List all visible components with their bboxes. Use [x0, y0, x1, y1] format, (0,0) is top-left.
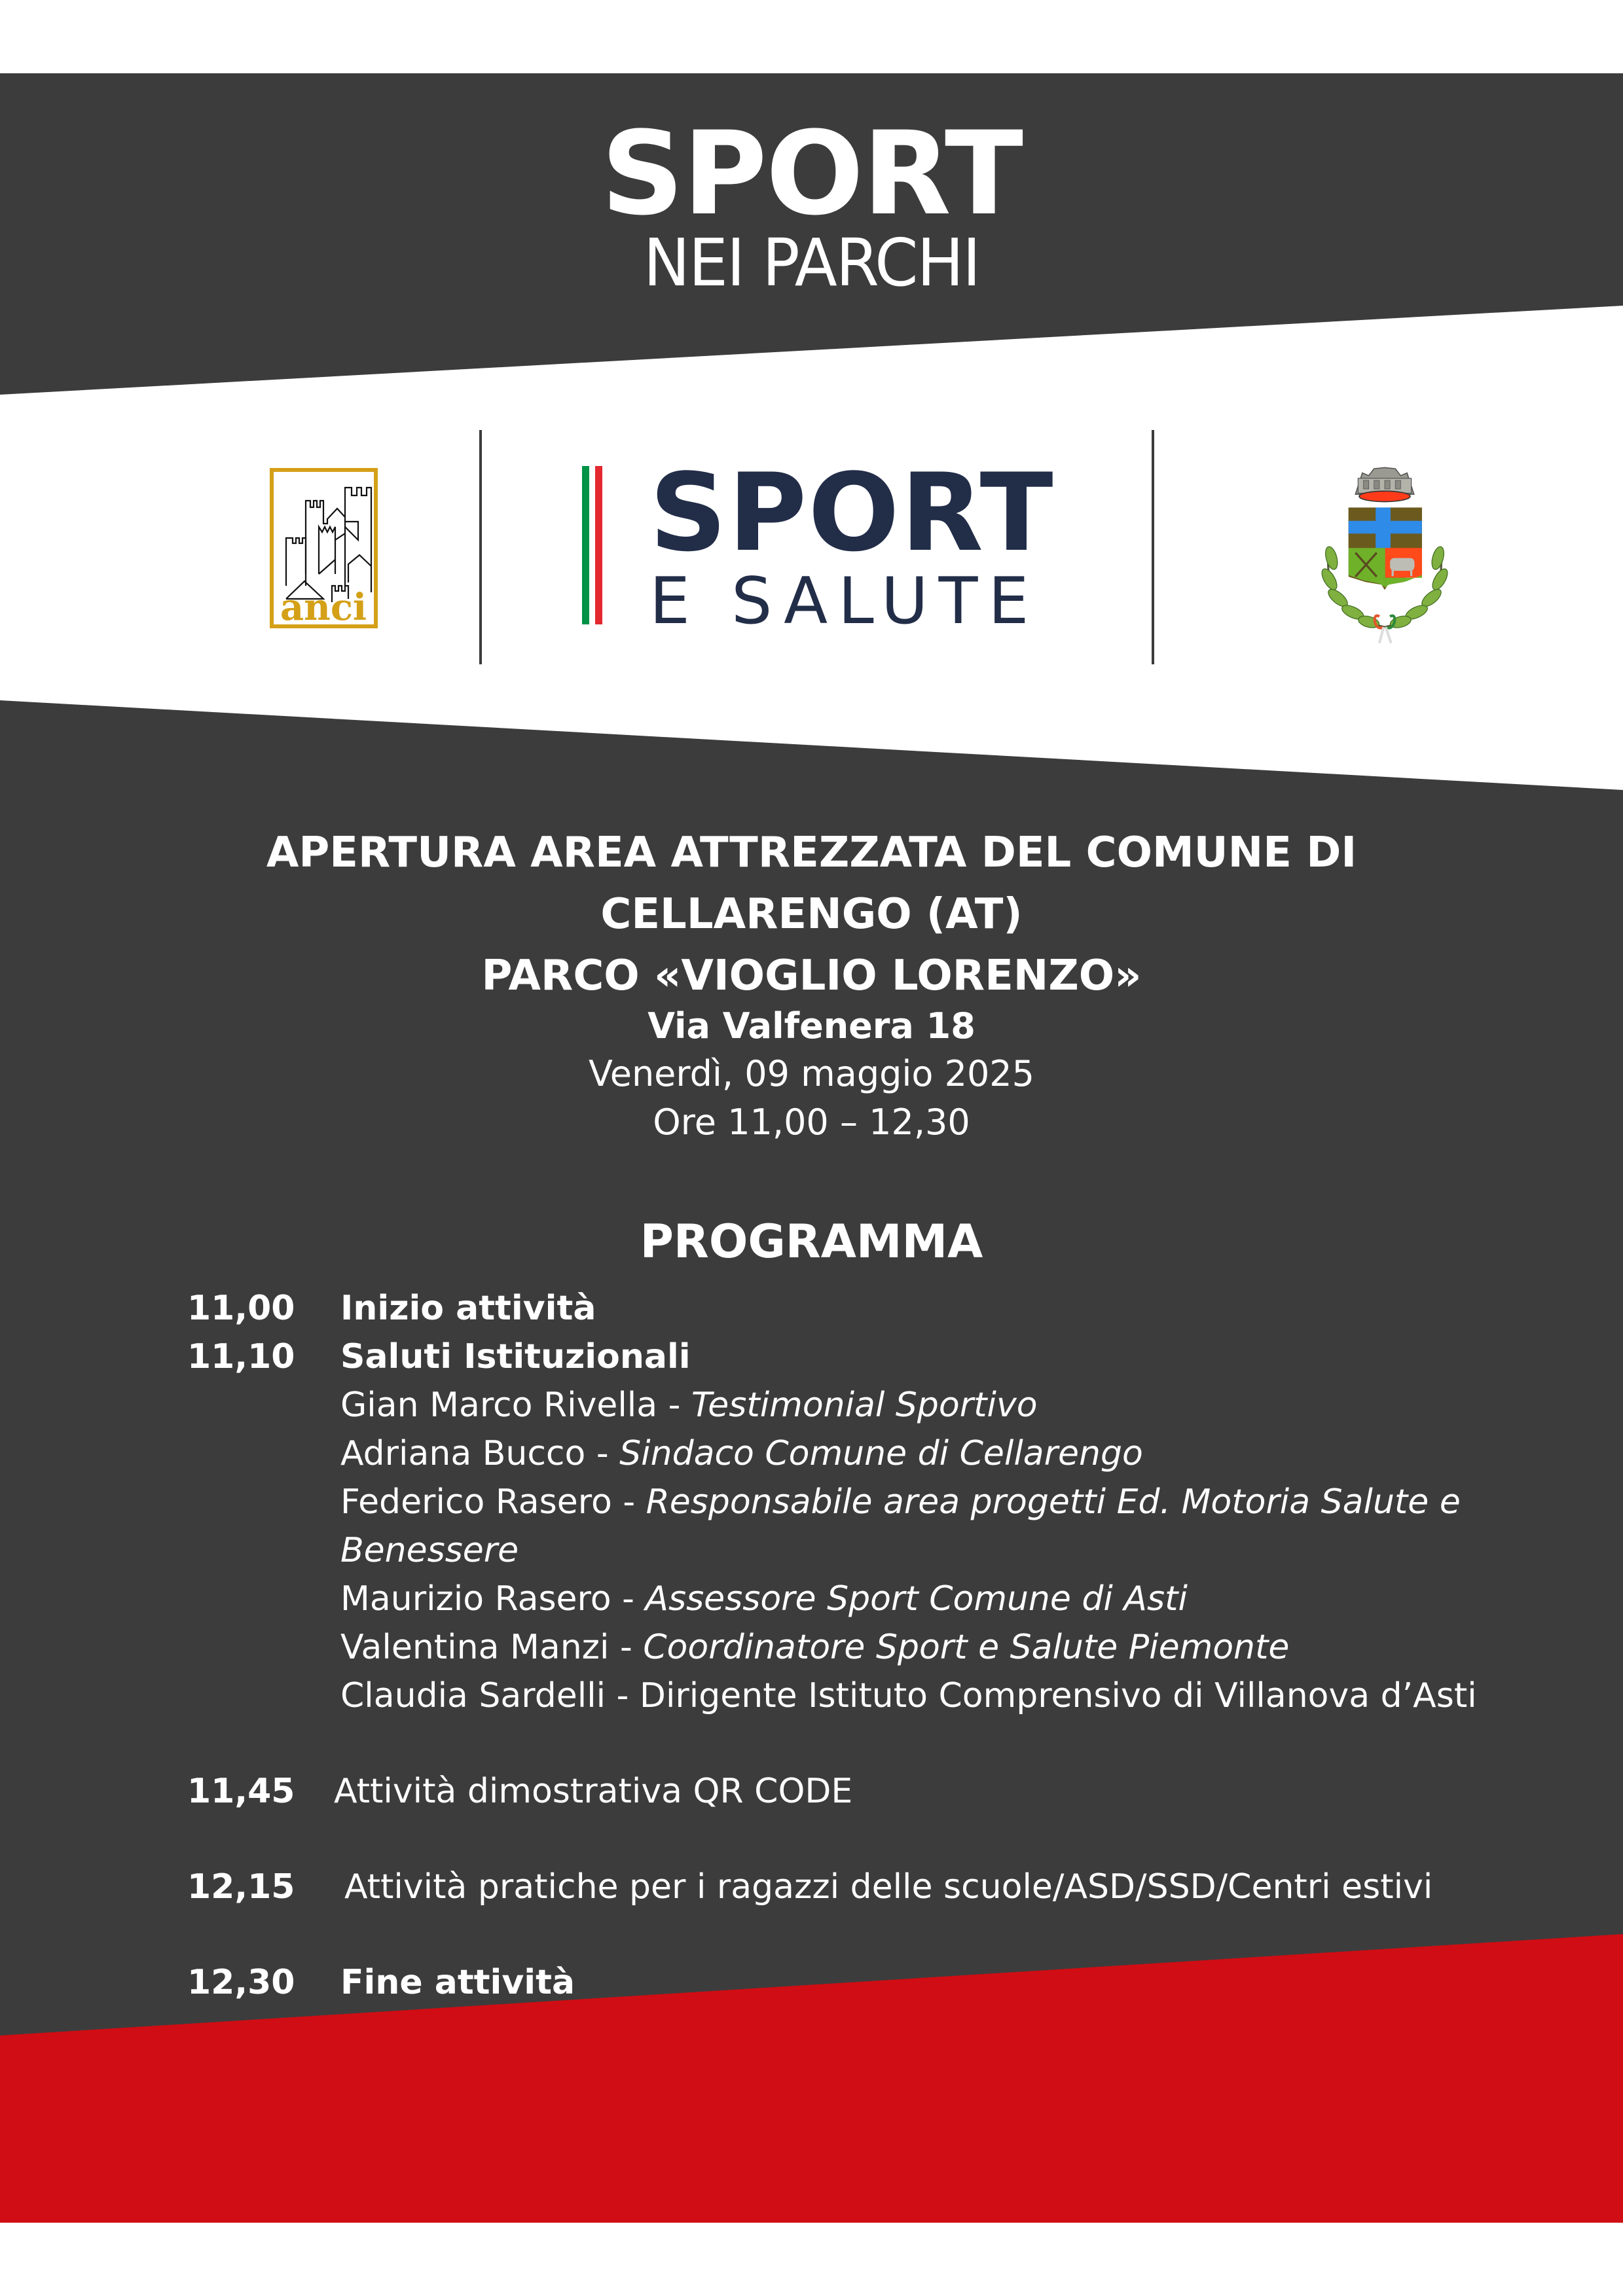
- programme-title: PROGRAMMA: [640, 1215, 983, 1268]
- schedule-time: 11,00: [187, 1289, 295, 1328]
- schedule-row: [0, 1863, 1623, 1911]
- schedule-time: 11,45: [187, 1772, 295, 1811]
- event-date: Venerdì, 09 maggio 2025: [588, 1053, 1035, 1094]
- speaker-role: Sindaco Comune di Cellarengo: [619, 1434, 1143, 1473]
- ribbon-icon: [1375, 616, 1395, 643]
- event-hours: Ore 11,00 – 12,30: [653, 1102, 970, 1143]
- schedule-label: Fine attività: [340, 1963, 575, 2002]
- flag-green-stripe: [582, 466, 589, 624]
- schedule-label: Attività dimostrativa QR CODE: [334, 1772, 853, 1811]
- header-subtitle: NEI PARCHI: [643, 224, 980, 301]
- speaker-role-continuation: Benessere: [340, 1531, 519, 1570]
- schedule-label: Attività pratiche per i ragazzi delle scuole/ASD/SSD/Centri estivi: [344, 1867, 1433, 1907]
- speaker-name: Maurizio Rasero -: [340, 1579, 646, 1619]
- speaker-name: Claudia Sardelli - Dirigente Istituto Comprensivo di Villanova d’Asti: [340, 1676, 1477, 1715]
- event-address: Via Valfenera 18: [647, 1005, 976, 1047]
- speaker-name: Valentina Manzi -: [340, 1628, 644, 1667]
- event-title-line-3: PARCO «VIOGLIO LORENZO»: [481, 952, 1142, 1000]
- event-title: [0, 822, 1623, 1007]
- shield-icon: [1349, 507, 1422, 590]
- sport-e-salute-logo: [576, 450, 1061, 639]
- speaker-role: Testimonial Sportivo: [691, 1386, 1038, 1425]
- logo-divider-right: [1152, 430, 1154, 664]
- speaker-row: [0, 1429, 1623, 1478]
- schedule-row: [0, 1958, 1623, 2007]
- schedule-time: 12,30: [187, 1963, 295, 2002]
- schedule-time: 12,15: [187, 1867, 295, 1907]
- schedule-time: 11,10: [187, 1337, 295, 1376]
- crown-icon: [1355, 468, 1413, 502]
- schedule-row: [0, 1333, 1623, 1381]
- speaker-role: Coordinatore Sport e Salute Piemonte: [643, 1628, 1290, 1667]
- anci-wordmark: anci: [280, 586, 367, 628]
- anci-logo-icon: [270, 468, 378, 628]
- sport-e-salute-subtitle: E SALUTE: [649, 564, 1040, 639]
- speaker-role: Responsabile area progetti Ed. Motoria Salute e: [646, 1482, 1461, 1522]
- flag-red-stripe: [595, 466, 602, 624]
- speaker-row-continuation: [0, 1526, 1623, 1575]
- speaker-name: Federico Rasero -: [340, 1482, 646, 1522]
- speaker-row: [0, 1478, 1623, 1526]
- municipal-crest-icon: [1300, 440, 1470, 666]
- speaker-name: Adriana Bucco -: [340, 1434, 620, 1473]
- speaker-row: [0, 1575, 1623, 1623]
- header-title: SPORT: [600, 107, 1023, 241]
- speaker-name: Gian Marco Rivella -: [340, 1386, 691, 1425]
- schedule-row: [0, 1767, 1623, 1816]
- schedule-label: Inizio attività: [340, 1289, 596, 1328]
- speaker-row: [0, 1672, 1623, 1720]
- event-title-line-1: APERTURA AREA ATTREZZATA DEL COMUNE DI: [266, 829, 1357, 877]
- speaker-row: [0, 1381, 1623, 1429]
- speaker-row: [0, 1623, 1623, 1672]
- schedule-label: Saluti Istituzionali: [340, 1337, 691, 1376]
- event-details: [0, 1003, 1623, 1147]
- speaker-role: Assessore Sport Comune di Asti: [645, 1579, 1188, 1619]
- event-title-line-2: CELLARENGO (AT): [600, 890, 1023, 939]
- schedule-row: [0, 1284, 1623, 1333]
- sport-e-salute-title: SPORT: [649, 450, 1055, 575]
- logo-divider-left: [479, 430, 482, 664]
